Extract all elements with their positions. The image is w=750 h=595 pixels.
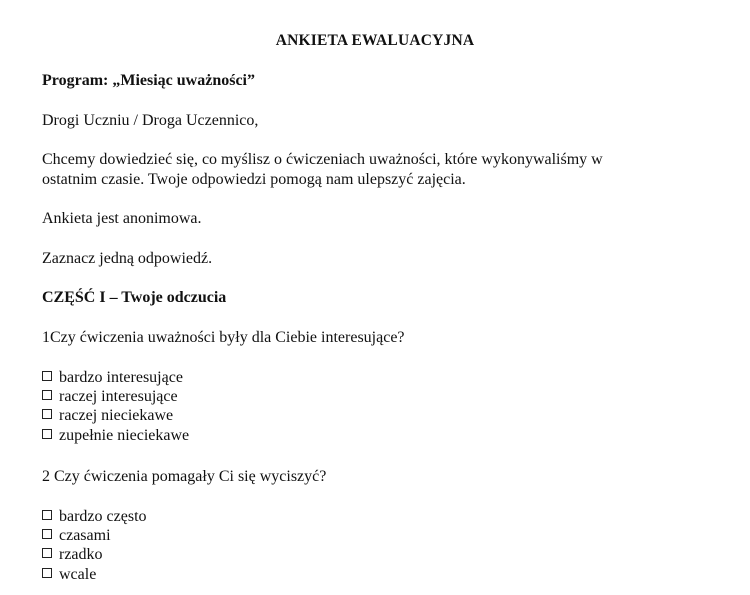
option-label: bardzo często: [59, 508, 147, 525]
checkbox-icon[interactable]: [42, 409, 52, 419]
checkbox-icon[interactable]: [42, 371, 52, 381]
question-1-option-3[interactable]: [42, 406, 173, 425]
greeting: Drogi Uczniu / Droga Uczennico,: [42, 112, 259, 129]
question-2-option-2[interactable]: [42, 526, 111, 545]
checkbox-icon[interactable]: [42, 529, 52, 539]
question-1-option-1[interactable]: [42, 368, 183, 387]
question-1-option-2[interactable]: [42, 387, 178, 406]
option-label: raczej interesujące: [59, 388, 178, 405]
document-title: ANKIETA EWALUACYJNA: [275, 32, 475, 49]
instruction: Zaznacz jedną odpowiedź.: [42, 250, 213, 267]
option-label: wcale: [59, 566, 97, 583]
option-label: czasami: [59, 527, 111, 544]
section-1-heading: CZĘŚĆ I – Twoje odczucia: [42, 289, 227, 306]
option-label: bardzo interesujące: [59, 369, 183, 386]
option-label: rzadko: [59, 546, 103, 563]
question-2-text: 2 Czy ćwiczenia pomagały Ci się wyciszyć?: [42, 468, 327, 485]
anonymous-note: Ankieta jest anonimowa.: [42, 210, 202, 227]
question-1-option-4[interactable]: [42, 426, 189, 445]
question-2-option-4[interactable]: [42, 565, 96, 584]
checkbox-icon[interactable]: [42, 390, 52, 400]
question-1-text: 1Czy ćwiczenia uważności były dla Ciebie interesujące?: [42, 329, 405, 346]
question-2-option-1[interactable]: [42, 507, 147, 526]
checkbox-icon[interactable]: [42, 548, 52, 558]
checkbox-icon[interactable]: [42, 510, 52, 520]
option-label: raczej nieciekawe: [59, 407, 174, 424]
checkbox-icon[interactable]: [42, 568, 52, 578]
intro-line-2: ostatnim czasie. Twoje odpowiedzi pomogą nam ulepszyć zajęcia.: [42, 171, 466, 188]
intro-line-1: Chcemy dowiedzieć się, co myślisz o ćwiczeniach uważności, które wykonywaliśmy w: [42, 151, 603, 168]
option-label: zupełnie nieciekawe: [59, 427, 190, 444]
program-name: Program: „Miesiąc uważności”: [42, 72, 255, 89]
question-2-option-3[interactable]: [42, 545, 103, 564]
checkbox-icon[interactable]: [42, 429, 52, 439]
